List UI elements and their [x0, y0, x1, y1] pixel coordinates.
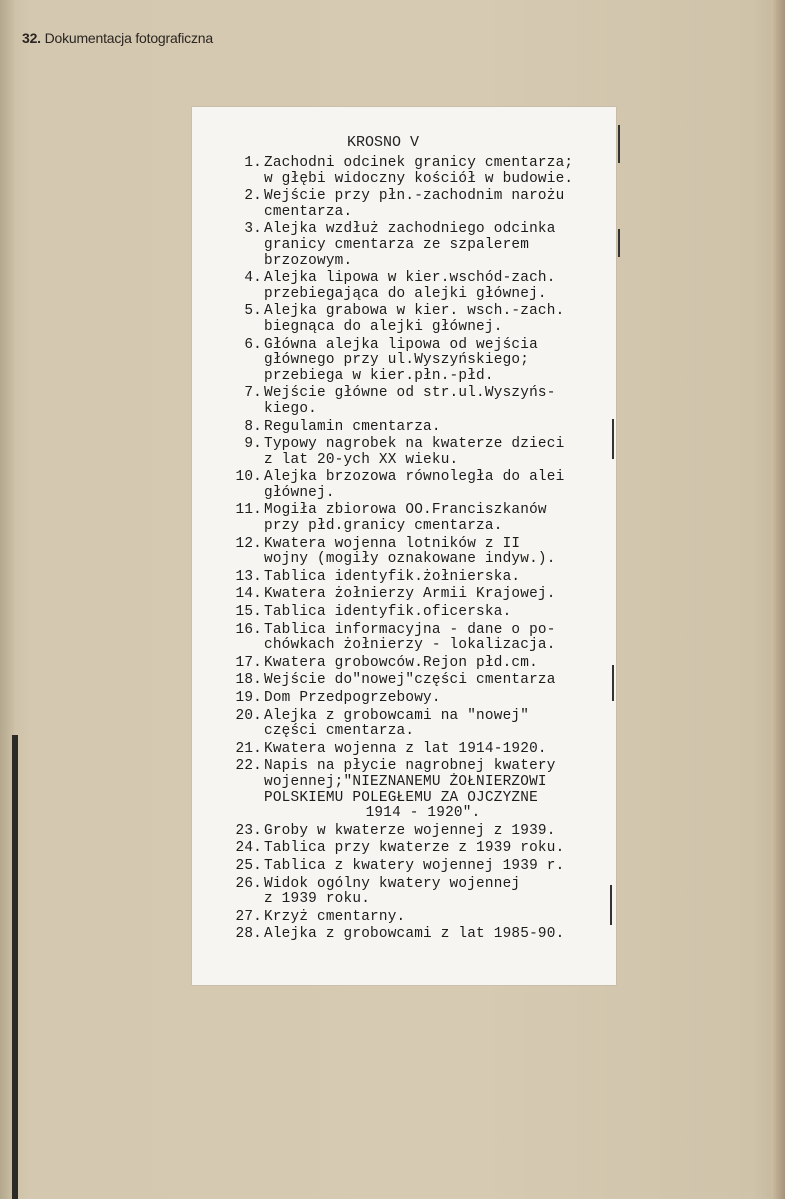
entry-text	[264, 605, 612, 621]
page-number: 32.	[22, 30, 41, 46]
entry-line: głównego przy ul.Wyszyńskiego;	[264, 352, 530, 369]
entry-text	[264, 910, 612, 926]
list-item	[222, 503, 612, 534]
entry-line: Alejka z grobowcami na "nowej"	[264, 707, 530, 724]
list-item	[222, 537, 612, 568]
entry-text	[264, 859, 612, 875]
entry-line: brzozowym.	[264, 252, 353, 269]
entry-line: biegnąca do alejki głównej.	[264, 318, 503, 335]
entry-text	[264, 656, 612, 672]
list-item	[222, 470, 612, 501]
entry-text	[264, 824, 612, 840]
entry-text	[264, 189, 612, 220]
entry-text	[264, 691, 612, 707]
entry-line: przebiega w kier.płn.-płd.	[264, 367, 494, 384]
entry-number: 15.	[235, 604, 262, 621]
entry-number: 17.	[235, 654, 262, 671]
entry-number: 16.	[235, 621, 262, 638]
list-item	[222, 859, 612, 875]
entry-number: 7.	[244, 385, 262, 402]
entry-text	[264, 437, 612, 468]
entry-line: Alejka brzozowa równoległa do alei	[264, 469, 565, 486]
entry-number: 14.	[235, 586, 262, 603]
entry-text	[264, 338, 612, 385]
entry-line: Krzyż cmentarny.	[264, 908, 406, 925]
entry-line: Alejka lipowa w kier.wschód-zach.	[264, 270, 556, 287]
entry-text	[264, 222, 612, 269]
entry-line: kiego.	[264, 400, 318, 417]
entry-line: chówkach żołnierzy - lokalizacja.	[264, 637, 556, 654]
entry-number: 13.	[235, 568, 262, 585]
entry-text	[264, 673, 612, 689]
page-right-edge	[771, 0, 785, 1199]
list-item	[222, 742, 612, 758]
entry-line: POLSKIEMU POLEGŁEMU ZA OJCZYZNE	[264, 789, 538, 806]
list-item	[222, 271, 612, 302]
entry-text	[264, 470, 612, 501]
list-item	[222, 824, 612, 840]
list-item	[222, 709, 612, 740]
entry-number: 5.	[244, 303, 262, 320]
entry-number: 28.	[235, 926, 262, 943]
margin-mark	[618, 125, 620, 163]
entry-line: Kwatera grobowców.Rejon płd.cm.	[264, 654, 538, 671]
entry-number: 3.	[244, 221, 262, 238]
entry-line: Kwatera wojenna z lat 1914-1920.	[264, 740, 547, 757]
entry-text	[264, 623, 612, 654]
entry-line: z lat 20-ych XX wieku.	[264, 451, 459, 468]
entry-text	[264, 503, 612, 534]
entry-text	[264, 570, 612, 586]
entry-text	[264, 156, 612, 187]
entry-line: z 1939 roku.	[264, 891, 371, 908]
entry-line: Wejście przy płn.-zachodnim narożu	[264, 188, 565, 205]
entry-text	[264, 759, 612, 821]
entry-line: Alejka wzdłuż zachodniego odcinka	[264, 221, 556, 238]
entry-line: wojny (mogiły oznakowane indyw.).	[264, 551, 556, 568]
entry-line: Regulamin cmentarza.	[264, 418, 441, 435]
entry-text	[264, 877, 612, 908]
entry-line: Tablica z kwatery wojennej 1939 r.	[264, 857, 565, 874]
list-item	[222, 910, 612, 926]
list-item	[222, 673, 612, 689]
entry-text	[264, 304, 612, 335]
entry-line: Alejka grabowa w kier. wsch.-zach.	[264, 303, 565, 320]
list-item	[222, 338, 612, 385]
entry-line: głównej.	[264, 484, 335, 501]
entry-line: Zachodni odcinek granicy cmentarza;	[264, 155, 574, 171]
entry-number: 6.	[244, 336, 262, 353]
entry-line: części cmentarza.	[264, 723, 415, 740]
entry-number: 11.	[235, 502, 262, 519]
entry-text	[264, 587, 612, 603]
entry-centered-line: 1914 - 1920".	[365, 805, 481, 822]
margin-mark	[612, 665, 614, 701]
entry-line: Tablica informacyjna - dane o po-	[264, 621, 556, 638]
list-item	[222, 420, 612, 436]
entry-line: Typowy nagrobek na kwaterze dzieci	[264, 436, 565, 453]
entry-number: 22.	[235, 758, 262, 775]
margin-mark	[618, 229, 620, 257]
entry-number: 21.	[235, 740, 262, 757]
entry-number: 4.	[244, 270, 262, 287]
entry-line: Tablica identyfik.żołnierska.	[264, 568, 521, 585]
entry-line: Alejka z grobowcami z lat 1985-90.	[264, 926, 565, 943]
entry-number: 24.	[235, 840, 262, 857]
binding-shadow	[12, 735, 18, 1199]
entry-line: Wejście główne od str.ul.Wyszyńs-	[264, 385, 556, 402]
entry-line: Widok ogólny kwatery wojennej	[264, 875, 521, 892]
list-item	[222, 156, 612, 187]
list-item	[222, 570, 612, 586]
entry-line: Tablica przy kwaterze z 1939 roku.	[264, 840, 565, 857]
entry-text	[264, 742, 612, 758]
list-item	[222, 189, 612, 220]
entry-text	[264, 271, 612, 302]
entry-line: Dom Przedpogrzebowy.	[264, 690, 441, 706]
page-header	[22, 30, 213, 46]
entry-line: w głębi widoczny kościół w budowie.	[264, 170, 574, 187]
entry-line: przebiegająca do alejki głównej.	[264, 285, 547, 302]
list-item	[222, 759, 612, 821]
entry-line: wojennej;"NIEZNANEMU ŻOŁNIERZOWI	[264, 773, 547, 790]
list-item	[222, 587, 612, 603]
list-item	[222, 605, 612, 621]
list-item	[222, 841, 612, 857]
entry-number: 18.	[235, 672, 262, 689]
entry-number: 12.	[235, 535, 262, 552]
entry-text	[264, 841, 612, 857]
entry-number: 25.	[235, 857, 262, 874]
entry-number: 27.	[235, 908, 262, 925]
entry-number: 26.	[235, 875, 262, 892]
entry-line: Główna alejka lipowa od wejścia	[264, 336, 538, 353]
entry-text	[264, 420, 612, 436]
entry-line: Kwatera wojenna lotników z II	[264, 535, 521, 552]
list-item	[222, 691, 612, 707]
list-item	[222, 927, 612, 943]
sheet-title: KROSNO V	[347, 134, 420, 151]
list-item	[222, 623, 612, 654]
page-heading: Dokumentacja fotograficzna	[44, 30, 213, 46]
entry-number: 19.	[235, 690, 262, 706]
entry-line: Mogiła zbiorowa OO.Franciszkanów	[264, 502, 547, 519]
margin-mark	[610, 885, 612, 925]
list-item	[222, 877, 612, 908]
entry-line: Tablica identyfik.oficerska.	[264, 604, 512, 621]
entry-number: 2.	[244, 188, 262, 205]
entry-text	[264, 709, 612, 740]
entry-line: Napis na płycie nagrobnej kwatery	[264, 758, 556, 775]
typed-sheet	[192, 107, 616, 985]
entry-text	[264, 386, 612, 417]
list-item	[222, 386, 612, 417]
list-item	[222, 222, 612, 269]
margin-mark	[612, 419, 614, 459]
entry-number: 10.	[235, 469, 262, 486]
list-item	[222, 656, 612, 672]
entry-number: 8.	[244, 418, 262, 435]
entry-line: cmentarza.	[264, 203, 353, 220]
entry-text	[264, 927, 612, 943]
entry-line: Groby w kwaterze wojennej z 1939.	[264, 822, 556, 839]
entry-number: 20.	[235, 707, 262, 724]
entry-text	[264, 537, 612, 568]
entry-line: przy płd.granicy cmentarza.	[264, 518, 503, 535]
list-item	[222, 304, 612, 335]
entry-list	[222, 156, 612, 945]
entry-number: 9.	[244, 436, 262, 453]
entry-number: 1.	[244, 155, 262, 171]
entry-line: granicy cmentarza ze szpalerem	[264, 236, 530, 253]
entry-number: 23.	[235, 822, 262, 839]
entry-line: Kwatera żołnierzy Armii Krajowej.	[264, 586, 556, 603]
entry-line: Wejście do"nowej"części cmentarza	[264, 672, 556, 689]
list-item	[222, 437, 612, 468]
